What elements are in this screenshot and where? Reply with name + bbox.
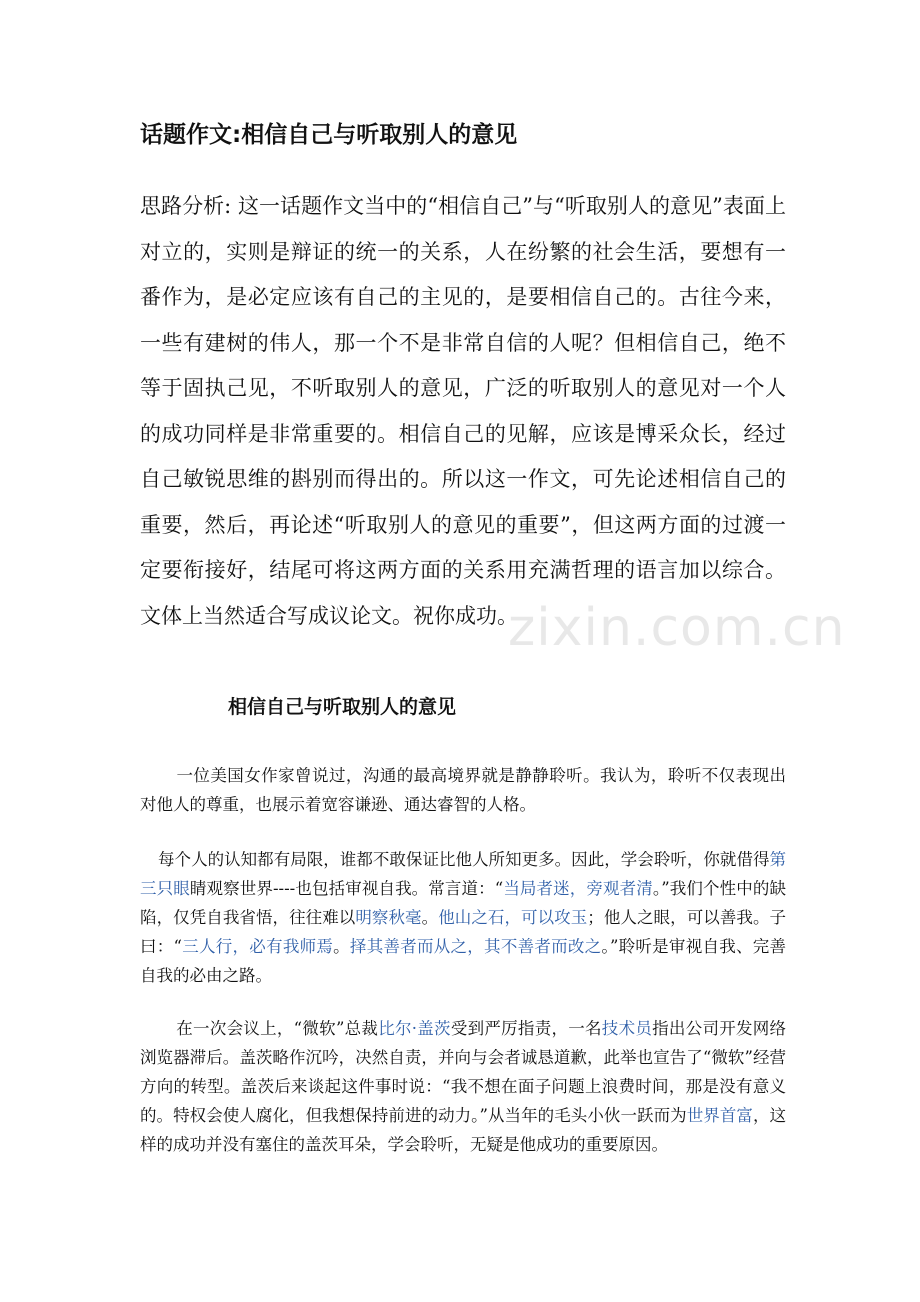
paragraph-text: 。”聆听是审视自我、完善自我的必由之路。 xyxy=(140,937,787,985)
paragraph-text: 睛观察世界----也包括审视自我。常言道：“ xyxy=(189,879,504,898)
paragraph-text: 每个人的认知都有局限，谁都不敢保证比他人所知更多。因此，学会聆听，你就借得 xyxy=(158,850,770,869)
essay-paragraph-3 xyxy=(140,1014,786,1159)
paragraph-text: 一位美国女作家曾说过，沟通的最高境界就是静静聆听。我认为，聆听不仅表现出对他人的尊重，也展示着宽容谦逊、通达睿智的人格。 xyxy=(140,766,786,814)
link-quote-choose-good[interactable]: 择其善者而从之，其不善者而改之 xyxy=(349,937,602,956)
link-richest-man[interactable]: 世界首富 xyxy=(686,1106,753,1125)
paragraph-text: 指出公司开发网络浏览器滞后。盖茨略作沉吟，决然自责，并向与会者诚恳道歉，此举也宣告了“微软”经营方向的转型。盖茨后来谈起这件事时说：“我不想在面子问题上浪费时间，那是没有意义的。特权会使人腐化，但我想保持前进的动力。”从当年的毛头小伙一跃而为 xyxy=(140,1019,787,1125)
paragraph-text: ，这样的成功并没有塞住的盖茨耳朵，学会聆听，无疑是他成功的重要原因。 xyxy=(140,1106,787,1154)
link-idiom-minglu[interactable]: 明察秋毫 xyxy=(355,908,422,927)
link-third-eye[interactable]: 第三只眼 xyxy=(140,850,786,898)
paragraph-text: 。”我们个性中的缺陷，仅凭自我省悟，往往难以 xyxy=(140,879,786,927)
essay-paragraph-1 xyxy=(140,761,786,819)
paragraph-text: 。 xyxy=(333,937,350,956)
link-idiom-other-stone[interactable]: 他山之石，可以攻玉 xyxy=(438,908,588,927)
essay-title: 相信自己与听取别人的意见 xyxy=(228,696,457,718)
watermark: zixin.com.cn xyxy=(508,598,846,658)
link-bill-gates[interactable]: 比尔·盖茨 xyxy=(378,1019,451,1038)
document-title: 话题作文:相信自己与听取别人的意见 xyxy=(140,122,518,148)
link-quote-three-people[interactable]: 三人行，必有我师焉 xyxy=(181,937,334,956)
link-idiom-bystander[interactable]: 当局者迷，旁观者清 xyxy=(503,879,653,898)
paragraph-text: ；他人之眼，可以善我。子曰：“ xyxy=(140,908,787,956)
essay-paragraph-2 xyxy=(140,845,786,990)
analysis-paragraph: 思路分析: 这一话题作文当中的“相信自己”与“听取别人的意见”表面上对立的，实则是辩证的统一的关系，人在纷繁的社会生活，要想有一番作为，是必定应该有自己的主见的，是要相信自己的。古往今来，一些有建树的伟人，那一个不是非常自信的人呢？但相信自己，绝不等于固执己见，不听取别人的意见，广泛的听取别人的意见对一个人的成功同样是非常重要的。相信自己的见解，应该是博采众长，经过自己敏锐思维的斟别而得出的。所以这一作文，可先论述相信自己的重要，然后，再论述“听取别人的意见的重要”，但这两方面的过渡一定要衔接好，结尾可将这两方面的关系用充满哲理的语言加以综合。文体上当然适合写成议论文。祝你成功。 xyxy=(140,194,786,628)
paragraph-text: 受到严厉指责，一名 xyxy=(450,1019,602,1038)
link-technician[interactable]: 技术员 xyxy=(601,1019,653,1038)
paragraph-text: 在一次会议上，“微软”总裁 xyxy=(176,1019,379,1038)
paragraph-text: 。 xyxy=(421,908,439,927)
